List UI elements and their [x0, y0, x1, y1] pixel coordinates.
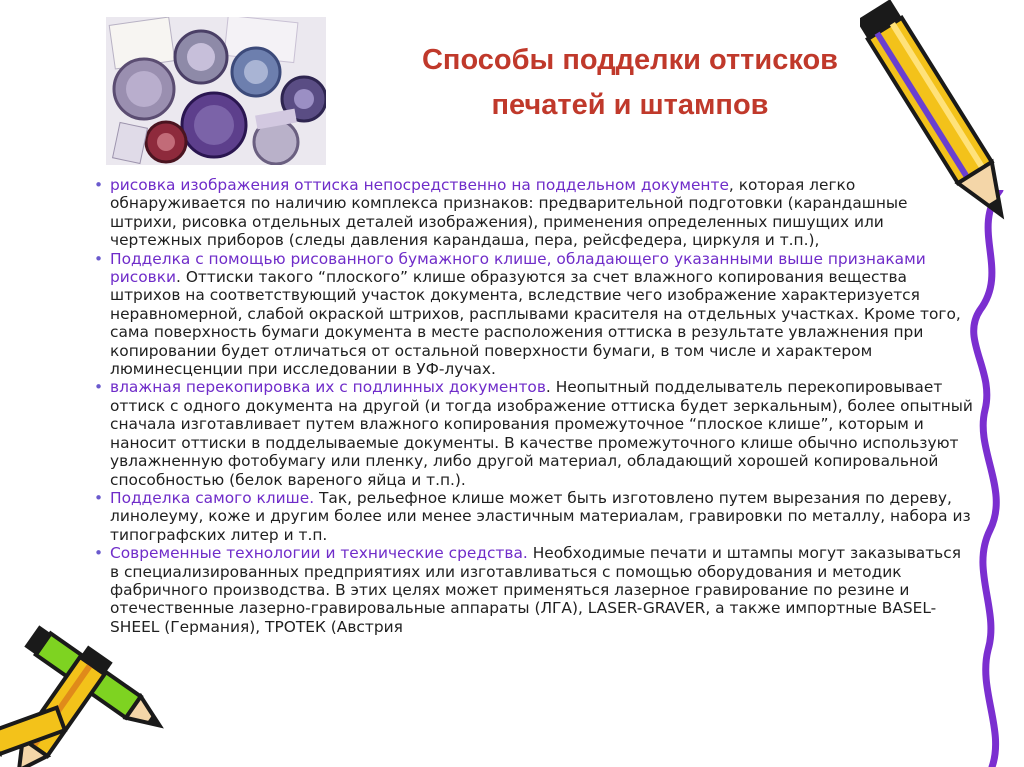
bullet-marker: •: [94, 544, 104, 563]
bullet-highlight: влажная перекопировка их с подлинных документов: [110, 378, 546, 397]
pencil-clipart-icon: [860, 0, 1024, 240]
bullet-text: Так, рельефное клише может быть изготовлено путем вырезания по дереву, линолеуму, коже и другим более или менее эластичным материалам, гравировки по металлу, набора из типографских литер и т.п.: [110, 488, 971, 544]
bullet-list: [94, 176, 974, 636]
bullet-marker: •: [94, 488, 104, 507]
bullet-text: Необходимые печати и штампы могут заказываться в специализированных предприятиях или изготавливаться с помощью оборудования и методик фабричного производства. В этих целях может применяться лазерное гравирование по резине и отечественные лазерно-гравировальные аппараты (ЛГА), LASER-GRAVER, а также импортные BASEL-SHEEL (Германия), ТРОТЕК (Австрия: [110, 544, 961, 636]
bullet-item-4: [94, 489, 974, 544]
bullet-item-2: [94, 250, 974, 379]
wavy-line-decoration: [960, 190, 1020, 767]
bullet-highlight: Современные технологии и технические средства.: [110, 544, 528, 563]
bullet-marker: •: [94, 176, 104, 194]
title-line-1: Способы подделки оттисков: [421, 44, 838, 76]
slide-title: [360, 38, 900, 128]
stamps-collage-photo: [106, 17, 326, 165]
bullet-text: . Оттиски такого “плоского” клише образуются за счет влажного копирования вещества штрихов на соответствующий участок документа, вследствие чего изображение характеризуется неравномерной, слабой окраской штрихов, расплывами красителя на отдельных участках. Кроме того, сама поверхность бумаги документа в месте расположения оттиска в результате увлажнения при копировании будет отличаться от остальной поверхности бумаги, в том числе и характером люминесценции при исследовании в УФ-лучах.: [110, 268, 961, 379]
bullet-item-3: [94, 378, 974, 488]
stamps-collage-image: [106, 17, 326, 165]
bullet-highlight: рисовка изображения оттиска непосредственно на поддельном документе: [110, 176, 729, 194]
bullet-item-5: [94, 544, 974, 636]
bullet-text: , которая легко обнаруживается по наличию комплекса признаков: предварительной подготовки (карандашные штрихи, рисовка отдельных деталей изображения), применения определенных пишущих или чертежных приборов (следы давления карандаша, пера, рейсфедера, циркуля и т.п.),: [110, 176, 908, 250]
title-line-2: печатей и штампов: [491, 89, 769, 121]
bullet-highlight: Подделка с помощью рисованного бумажного клише, обладающего указанными выше признаками рисовки: [110, 249, 926, 287]
bullet-marker: •: [94, 249, 104, 268]
bullet-highlight: Подделка самого клише.: [110, 488, 315, 507]
bullet-item-1: [94, 176, 974, 250]
bullet-text: . Неопытный подделыватель перекопировывает оттиск с одного документа на другой (и тогда изображение оттиска будет зеркальным), более опытный сначала изготавливает путем влажного копирования промежуточное “плоское клише”, которым и наносит оттиски в подделываемые документы. В качестве промежуточного клише обычно используют увлажненную фотобумагу или пленку, либо другой материал, обладающий хорошей копировальной способностью (белок вареного яйца и т.п.).: [110, 378, 973, 489]
pencils-clipart-icon: [0, 615, 170, 767]
bullet-marker: •: [94, 378, 104, 397]
